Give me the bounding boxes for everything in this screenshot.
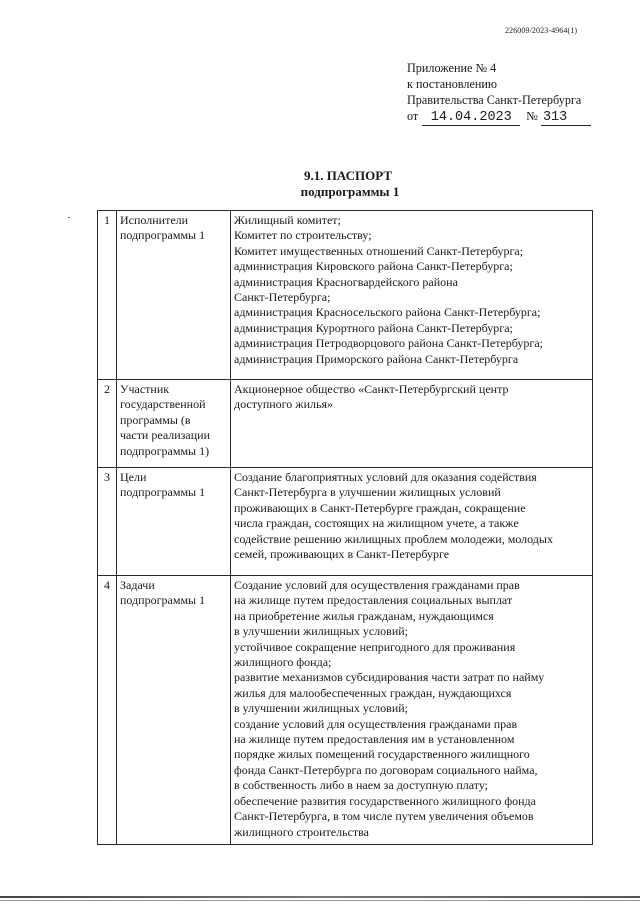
row-content-line: Создание условий для осуществления гражданами прав: [234, 578, 520, 592]
row-number: 4: [98, 576, 117, 845]
row-content-line: числа граждан, состоящих на жилищном учете, а также: [234, 516, 519, 531]
row-content-line: семей, проживающих в Санкт-Петербурге: [234, 547, 450, 562]
row-number: 3: [98, 468, 117, 576]
passport-title: 9.1. ПАСПОРТ: [304, 168, 392, 183]
row-content-line: доступного жилья»: [234, 397, 333, 412]
row-label-line: Цели: [120, 470, 147, 484]
row-content-line: Санкт-Петербурга в улучшении жилищных условий: [234, 485, 501, 500]
row-content-line: Создание благоприятных условий для оказания содействия: [234, 470, 537, 484]
row-label: [117, 576, 231, 845]
row-content-line: администрация Кировского района Санкт-Петербурга;: [234, 259, 513, 274]
row-content-line: проживающих в Санкт-Петербурге граждан, сокращение: [234, 500, 526, 515]
row-label: [117, 380, 231, 468]
row-label-line: подпрограммы 1: [120, 228, 206, 243]
row-content-line: на жилище путем предоставления социальных выплат: [234, 593, 513, 608]
row-content-line: в улучшении жилищных условий;: [234, 701, 408, 716]
row-content-line: в улучшении жилищных условий;: [234, 624, 408, 639]
row-number: 2: [98, 380, 117, 468]
row-content-line: создание условий для осуществления гражданами прав: [234, 716, 518, 731]
from-label: от: [407, 109, 419, 123]
row-content-line: администрация Красносельского района Санкт-Петербурга;: [234, 305, 541, 320]
row-content-line: обеспечение развития государственного жилищного фонда: [234, 793, 536, 808]
row-content-line: Комитет по строительству;: [234, 228, 372, 243]
passport-heading: [0, 168, 640, 200]
row-content-line: Жилищный комитет;: [234, 213, 341, 227]
row-content-line: жилищного строительства: [234, 824, 369, 839]
row-content-line: администрация Красногвардейского района: [234, 274, 458, 289]
bottom-edge-line: [0, 896, 640, 898]
row-content-line: на жилище путем предоставления им в установленном: [234, 732, 515, 747]
row-content-line: порядке жилых помещений государственного жилищного: [234, 747, 530, 762]
row-content: [231, 380, 593, 468]
row-content: [231, 576, 593, 845]
row-content-line: в собственность либо в наем за доступную плату;: [234, 778, 489, 793]
row-label-line: подпрограммы 1: [120, 485, 206, 500]
decree-number: 313: [541, 111, 591, 126]
table-row: [98, 468, 593, 576]
row-content-line: Акционерное общество «Санкт-Петербургский центр: [234, 382, 509, 396]
row-content: [231, 211, 593, 380]
appendix-line-1: Приложение № 4: [407, 61, 497, 75]
table-row: [98, 576, 593, 845]
row-label-line: Задачи: [120, 578, 155, 592]
row-content-line: содействие решению жилищных проблем молодежи, молодых: [234, 531, 553, 546]
row-content-line: администрация Курортного района Санкт-Петербурга;: [234, 320, 513, 335]
row-label: [117, 211, 231, 380]
row-content-line: Санкт-Петербурга;: [234, 290, 331, 305]
row-label: [117, 468, 231, 576]
row-content-line: развитие механизмов субсидирования части затрат по найму: [234, 670, 545, 685]
row-label-line: подпрограммы 1): [120, 443, 210, 458]
table-row: [98, 380, 593, 468]
decree-date: 14.04.2023: [422, 111, 520, 126]
row-content-line: фонда Санкт-Петербурга по договорам социального найма,: [234, 762, 538, 777]
row-label-line: подпрограммы 1: [120, 593, 206, 608]
row-content-line: на приобретение жилья гражданам, нуждающимся: [234, 608, 494, 623]
row-content-line: администрация Петродворцового района Санкт-Петербурга;: [234, 336, 544, 351]
row-label-line: Исполнители: [120, 213, 189, 227]
row-content: [231, 468, 593, 576]
appendix-line-2: к постановлению: [407, 77, 498, 91]
passport-table: [97, 210, 593, 845]
table-row: [98, 211, 593, 380]
appendix-line-3: Правительства Санкт-Петербурга: [407, 93, 582, 107]
row-content-line: устойчивое сокращение непригодного для проживания: [234, 639, 516, 654]
row-content-line: администрация Приморского района Санкт-Петербурга: [234, 351, 519, 366]
row-content-line: жилищного фонда;: [234, 655, 332, 670]
bottom-edge-line-2: [0, 900, 640, 901]
number-label: №: [526, 109, 538, 123]
row-label-line: части реализации: [120, 428, 210, 443]
row-content-line: Комитет имущественных отношений Санкт-Петербурга;: [234, 243, 524, 258]
appendix-block: [407, 60, 591, 126]
row-label-line: Участник: [120, 382, 170, 396]
appendix-date-row: [407, 108, 591, 126]
row-label-line: государственной: [120, 397, 206, 412]
row-content-line: Санкт-Петербурга, в том числе путем увеличения объемов: [234, 809, 534, 824]
passport-subtitle: подпрограммы 1: [300, 184, 400, 199]
row-number: 1: [98, 211, 117, 380]
document-id: 226009/2023-4964(1): [505, 26, 578, 35]
row-content-line: жилья для малообеспеченных граждан, нуждающихся: [234, 685, 512, 700]
row-label-line: программы (в: [120, 412, 191, 427]
scan-speck: [68, 217, 70, 218]
